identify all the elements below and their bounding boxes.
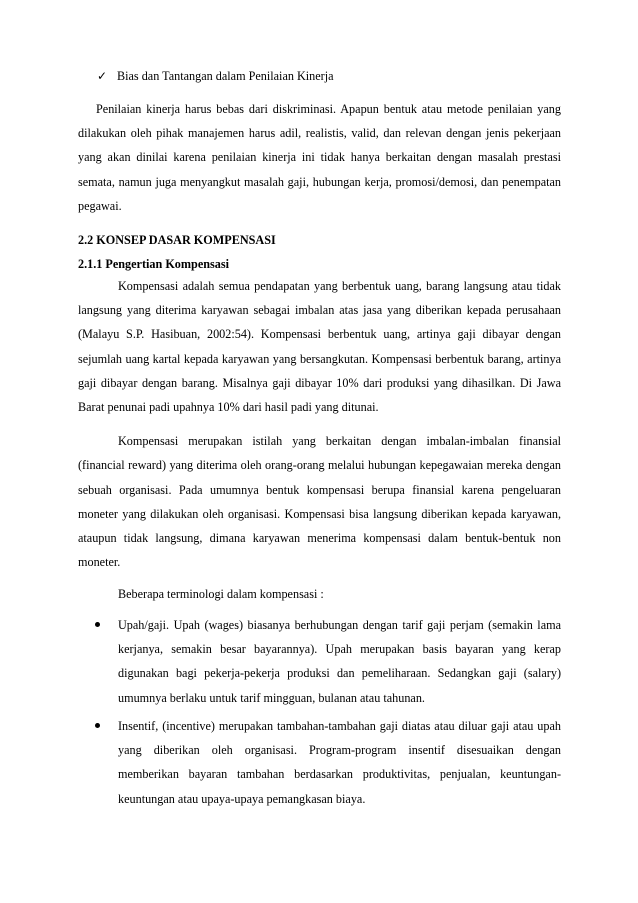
paragraph-kompensasi-financial: Kompensasi merupakan istilah yang berkaitan dengan imbalan-imbalan finansial (financial reward) yang diterima oleh orang-orang melalui hubungan kepegawaian mereka dengan sebuah organisasi. Pada umumnya bentuk kompensasi berupa finansial karena pengeluaran moneter yang dilakukan oleh organisasi. Kompensasi bisa langsung diberikan kepada karyawan, ataupun tidak langsung, dimana karyawan menerima kompensasi dalam bentuk-bentuk non moneter. <box>78 434 561 570</box>
checkmark-icon: ✓ <box>97 69 108 83</box>
document-content <box>78 66 561 815</box>
paragraph-kompensasi-definition: Kompensasi adalah semua pendapatan yang berbentuk uang, barang langsung atau tidak langsung yang diterima karyawan sebagai imbalan atas jasa yang diberikan kepada perusahaan (Malayu S.P. Hasibuan, 2002:54). Kompensasi berbentuk uang, artinya gaji dibayar dengan sejumlah uang kartal kepada karyawan yang bersangkutan. Kompensasi berbentuk barang, artinya gaji dibayar dengan barang. Misalnya gaji dibayar 10% dari produksi yang dihasilkan. Di Jawa Barat penunai padi upahnya 10% dari hasil padi yang ditunai. <box>78 279 561 415</box>
checklist-item <box>97 66 561 86</box>
subsection-heading: 2.1.1 Pengertian Kompensasi <box>78 257 229 272</box>
list-item <box>78 714 561 811</box>
checklist-item-text: Bias dan Tantangan dalam Penilaian Kinerja <box>117 69 334 83</box>
list-item-text: Upah/gaji. Upah (wages) biasanya berhubungan dengan tarif gaji perjam (semakin lama kerjanya, semakin besar bayarannya). Upah merupakan basis bayaran yang kerap digunakan bagi pekerja-pekerja produksi dan pemeliharaan. Sedangkan gaji (salary) umumnya berlaku untuk tarif mingguan, bulanan atau tahunan. <box>118 617 561 705</box>
paragraph-penilaian: Penilaian kinerja harus bebas dari diskriminasi. Apapun bentuk atau metode penilaian yang dilakukan oleh pihak manajemen harus adil, realistis, valid, dan relevan dengan jenis pekerjaan yang akan dinilai karena penilaian kinerja ini tidak hanya berkaitan dengan masalah prestasi semata, namun juga menyangkut masalah gaji, hubungan kerja, promosi/demosi, dan penempatan pegawai. <box>78 102 561 213</box>
section-heading: 2.2 KONSEP DASAR KOMPENSASI <box>78 233 276 248</box>
bullet-icon <box>95 622 100 627</box>
bullet-icon <box>95 723 100 728</box>
list-item-text: Insentif, (incentive) merupakan tambahan-tambahan gaji diatas atau diluar gaji atau upah yang diberikan oleh organisasi. Program-program insentif disesuaikan dengan memberikan bayaran tambahan berdasarkan produktivitas, penjualan, keuntungan-keuntungan atau upaya-upaya pemangkasan biaya. <box>118 718 561 806</box>
paragraph-terminology-intro: Beberapa terminologi dalam kompensasi : <box>118 587 324 602</box>
list-item <box>78 613 561 710</box>
terminology-list <box>78 613 561 811</box>
